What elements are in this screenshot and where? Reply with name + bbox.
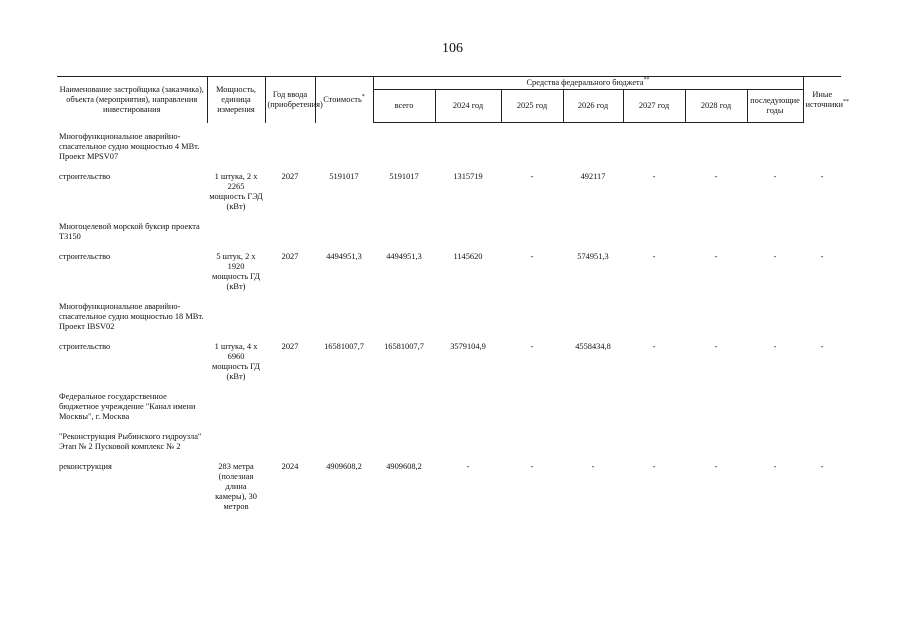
table-row xyxy=(57,222,841,242)
total: 16581007,7 xyxy=(384,342,424,351)
value-2024: 3579104,9 xyxy=(450,342,486,351)
capacity: 283 метра (полезная длина камеры), 30 метров xyxy=(215,462,257,511)
investment-table xyxy=(57,76,849,512)
cost: 5191017 xyxy=(329,172,359,181)
header-next-years: последующие годы xyxy=(747,90,803,123)
cost: 16581007,7 xyxy=(324,342,364,351)
value-2027: - xyxy=(652,172,656,181)
value-other: - xyxy=(820,462,824,471)
capacity: 1 штука, 2 х 2265 мощность ГЭД (кВт) xyxy=(209,172,263,211)
total: 5191017 xyxy=(389,172,419,181)
header-total: всего xyxy=(373,90,435,123)
value-other: - xyxy=(820,252,824,261)
value-next: - xyxy=(773,252,777,261)
page-number: 106 xyxy=(442,41,463,56)
value-2027: - xyxy=(652,342,656,351)
table-row xyxy=(57,432,841,452)
year: 2027 xyxy=(281,342,299,351)
value-next: - xyxy=(773,462,777,471)
table-row xyxy=(57,342,841,382)
table-row xyxy=(57,132,841,162)
table-row xyxy=(57,462,841,512)
header-2026: 2026 год xyxy=(563,90,623,123)
header-cost: Стоимость* xyxy=(315,77,373,123)
capacity: 5 штук, 2 х 1920 мощность ГД (кВт) xyxy=(212,252,260,291)
value-2025: - xyxy=(530,462,534,471)
object-title: Многоцелевой морской буксир проекта Т3150 xyxy=(59,222,200,241)
value-next: - xyxy=(773,342,777,351)
value-2026: 574951,3 xyxy=(577,252,609,261)
direction: строительство xyxy=(59,172,111,181)
value-2028: - xyxy=(714,252,718,261)
header-capacity: Мощность, единица измерения xyxy=(207,77,265,123)
table-header xyxy=(57,77,849,123)
value-2025: - xyxy=(530,172,534,181)
value-2026: 492117 xyxy=(580,172,606,181)
total: 4494951,3 xyxy=(386,252,422,261)
value-2028: - xyxy=(714,462,718,471)
header-name: Наименование застройщика (заказчика), объекта (мероприятия), направления инвестирования xyxy=(57,77,207,123)
value-2027: - xyxy=(652,252,656,261)
value-2024: 1315719 xyxy=(453,172,483,181)
value-2025: - xyxy=(530,252,534,261)
capacity: 1 штука, 4 х 6960 мощность ГД (кВт) xyxy=(212,342,260,381)
year: 2027 xyxy=(281,172,299,181)
table-row xyxy=(57,172,841,212)
direction: строительство xyxy=(59,342,111,351)
total: 4909608,2 xyxy=(386,462,422,471)
value-2028: - xyxy=(714,342,718,351)
header-year: Год ввода (приобретения) xyxy=(265,77,315,123)
value-2025: - xyxy=(530,342,534,351)
table-row xyxy=(57,302,841,332)
object-title: "Реконструкция Рыбинского гидроузла" Этап № 2 Пусковой комплекс № 2 xyxy=(59,432,202,451)
cost: 4494951,3 xyxy=(326,252,362,261)
value-2026: 4558434,8 xyxy=(575,342,611,351)
table-row xyxy=(57,392,841,422)
value-2026: - xyxy=(591,462,595,471)
year: 2027 xyxy=(281,252,299,261)
value-other: - xyxy=(820,342,824,351)
header-2027: 2027 год xyxy=(623,90,685,123)
organization-title: Федеральное государственное бюджетное учреждение "Канал имени Москвы", г. Москва xyxy=(59,392,196,421)
direction: реконструкция xyxy=(59,462,112,471)
cost: 4909608,2 xyxy=(326,462,362,471)
value-2028: - xyxy=(714,172,718,181)
object-title: Многофункциональное аварийно-спасательное судно мощностью 18 МВт. Проект IBSV02 xyxy=(59,302,204,331)
header-2024: 2024 год xyxy=(435,90,501,123)
year: 2024 xyxy=(281,462,299,471)
table-row xyxy=(57,252,841,292)
value-next: - xyxy=(773,172,777,181)
object-title: Многофункциональное аварийно-спасательное судно мощностью 4 МВт. Проект MPSV07 xyxy=(59,132,200,161)
value-other: - xyxy=(820,172,824,181)
header-federal-budget: Средства федерального бюджета** xyxy=(373,77,803,90)
header-2025: 2025 год xyxy=(501,90,563,123)
direction: строительство xyxy=(59,252,111,261)
value-2027: - xyxy=(652,462,656,471)
value-2024: - xyxy=(466,462,470,471)
header-2028: 2028 год xyxy=(685,90,747,123)
header-other-sources: Иные источники** xyxy=(803,77,841,123)
value-2024: 1145620 xyxy=(453,252,483,261)
